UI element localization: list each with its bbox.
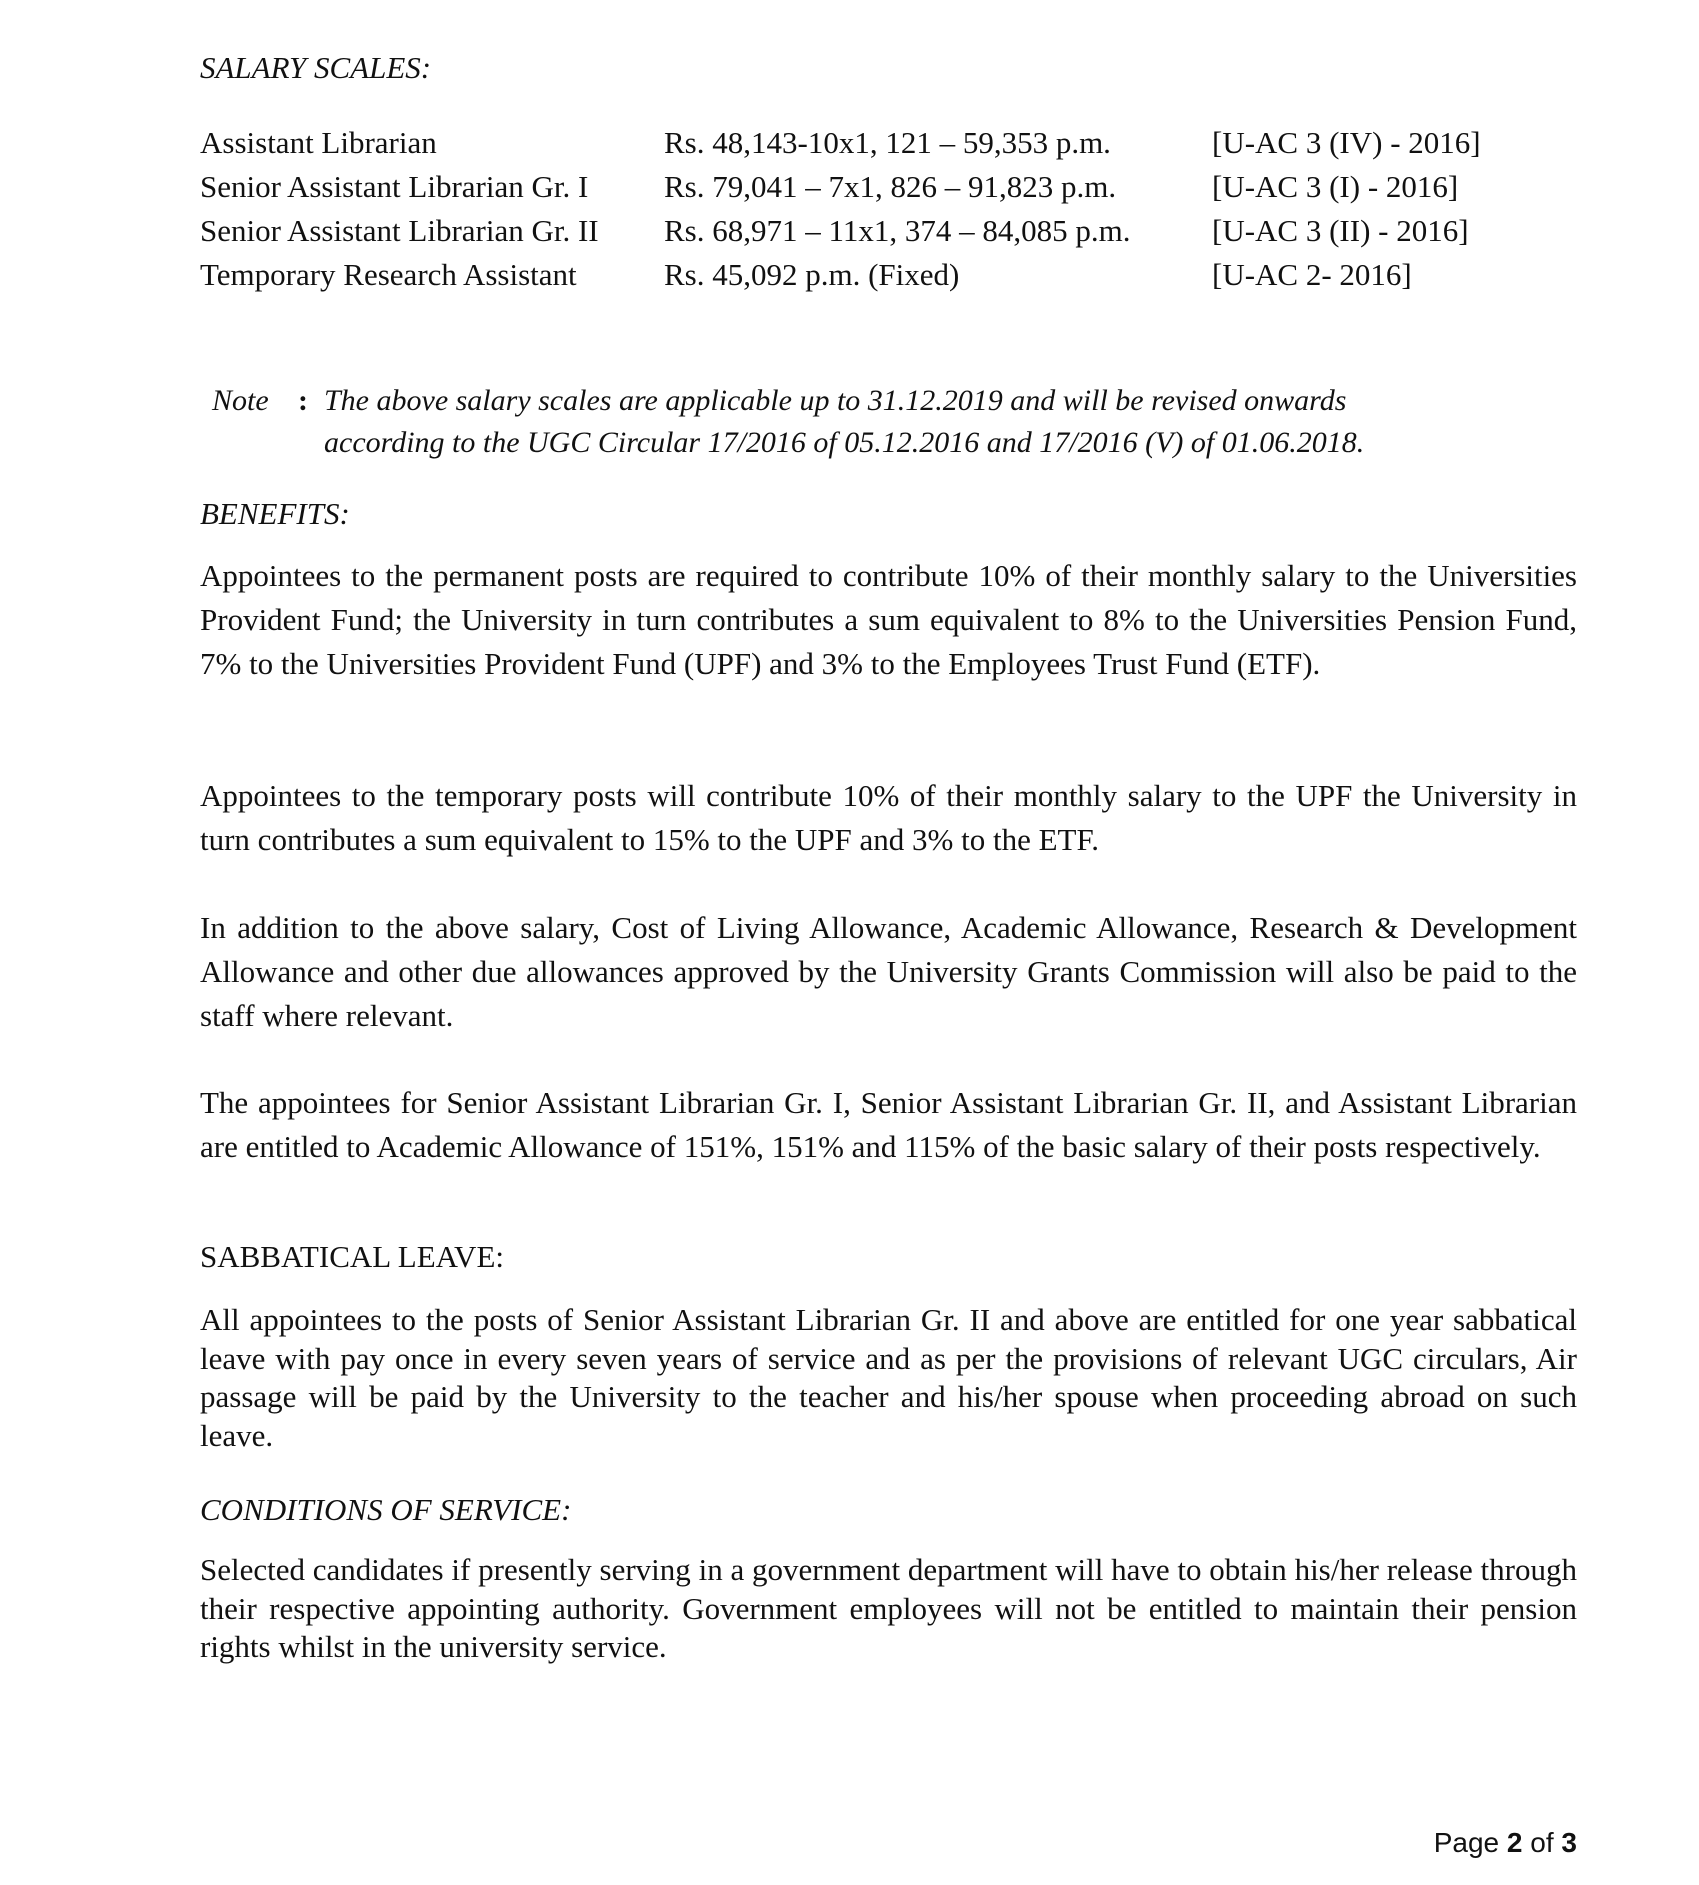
page-number [1434, 1825, 1577, 1861]
note-text: The above salary scales are applicable up to 31.12.2019 and will be revised onwards [324, 384, 1347, 417]
benefits-paragraph: Appointees to the temporary posts will contribute 10% of their monthly salary to the UPF the University in turn contributes a sum equivalent to 15% to the UPF and 3% to the ETF. [200, 778, 1577, 857]
conditions-paragraph: Selected candidates if presently serving in a government department will have to obtain his/her release through their respective appointing authority. Government employees will not be entitled to maintain their pension rights whilst in the university service. [200, 1552, 1577, 1664]
current-page: 2 [1506, 1827, 1523, 1858]
note-colon: : [298, 384, 308, 417]
salary-row [200, 253, 1577, 297]
conditions-heading: CONDITIONS OF SERVICE: [200, 1492, 572, 1527]
salary-row [200, 165, 1577, 209]
benefits-heading: BENEFITS: [200, 496, 350, 531]
salary-post: Temporary Research Assistant [200, 257, 577, 292]
salary-reference: [U-AC 2- 2016] [1212, 257, 1412, 292]
note-line-1 [212, 380, 1512, 422]
salary-scale: Rs. 79,041 – 7x1, 826 – 91,823 p.m. [664, 169, 1117, 204]
salary-row [200, 209, 1577, 253]
sabbatical-heading: SABBATICAL LEAVE: [200, 1239, 504, 1274]
benefits-paragraph: In addition to the above salary, Cost of Living Allowance, Academic Allowance, Research & Development Allowance and other due allowances approved by the University Grants Commission will also be paid to the staff where relevant. [200, 910, 1577, 1033]
note-text: according to the UGC Circular 17/2016 of 05.12.2016 and 17/2016 (V) of 01.06.2018. [324, 426, 1365, 459]
salary-post: Assistant Librarian [200, 125, 437, 160]
benefits-paragraph: The appointees for Senior Assistant Librarian Gr. I, Senior Assistant Librarian Gr. II, and Assistant Librarian are entitled to Academic Allowance of 151%, 151% and 115% of the basic salary of their posts respectively. [200, 1085, 1577, 1164]
benefits-paragraph: Appointees to the permanent posts are required to contribute 10% of their monthly salary to the Universities Provident Fund; the University in turn contributes a sum equivalent to 8% to the Universities Pension Fund, 7% to the Universities Provident Fund (UPF) and 3% to the Employees Trust Fund (ETF). [200, 558, 1577, 681]
page-word: Page [1433, 1827, 1500, 1858]
salary-reference: [U-AC 3 (I) - 2016] [1212, 169, 1459, 204]
sabbatical-paragraph: All appointees to the posts of Senior Assistant Librarian Gr. II and above are entitled for one year sabbatical leave with pay once in every seven years of service and as per the provisions of relevant UGC circulars, Air passage will be paid by the University to the teacher and his/her spouse when proceeding abroad on such leave. [200, 1302, 1577, 1453]
salary-reference: [U-AC 3 (II) - 2016] [1212, 213, 1469, 248]
salary-scale: Rs. 68,971 – 11x1, 374 – 84,085 p.m. [664, 213, 1131, 248]
of-word: of [1530, 1827, 1554, 1858]
salary-scale: Rs. 45,092 p.m. (Fixed) [664, 257, 960, 292]
note-line-2 [212, 422, 1512, 464]
note-label: Note [212, 384, 269, 417]
salary-post: Senior Assistant Librarian Gr. II [200, 213, 599, 248]
salary-scale: Rs. 48,143-10x1, 121 – 59,353 p.m. [664, 125, 1111, 160]
salary-reference: [U-AC 3 (IV) - 2016] [1212, 125, 1481, 160]
salary-post: Senior Assistant Librarian Gr. I [200, 169, 589, 204]
salary-row [200, 121, 1577, 165]
salary-scales-heading: SALARY SCALES: [200, 50, 432, 85]
total-pages: 3 [1561, 1827, 1577, 1858]
